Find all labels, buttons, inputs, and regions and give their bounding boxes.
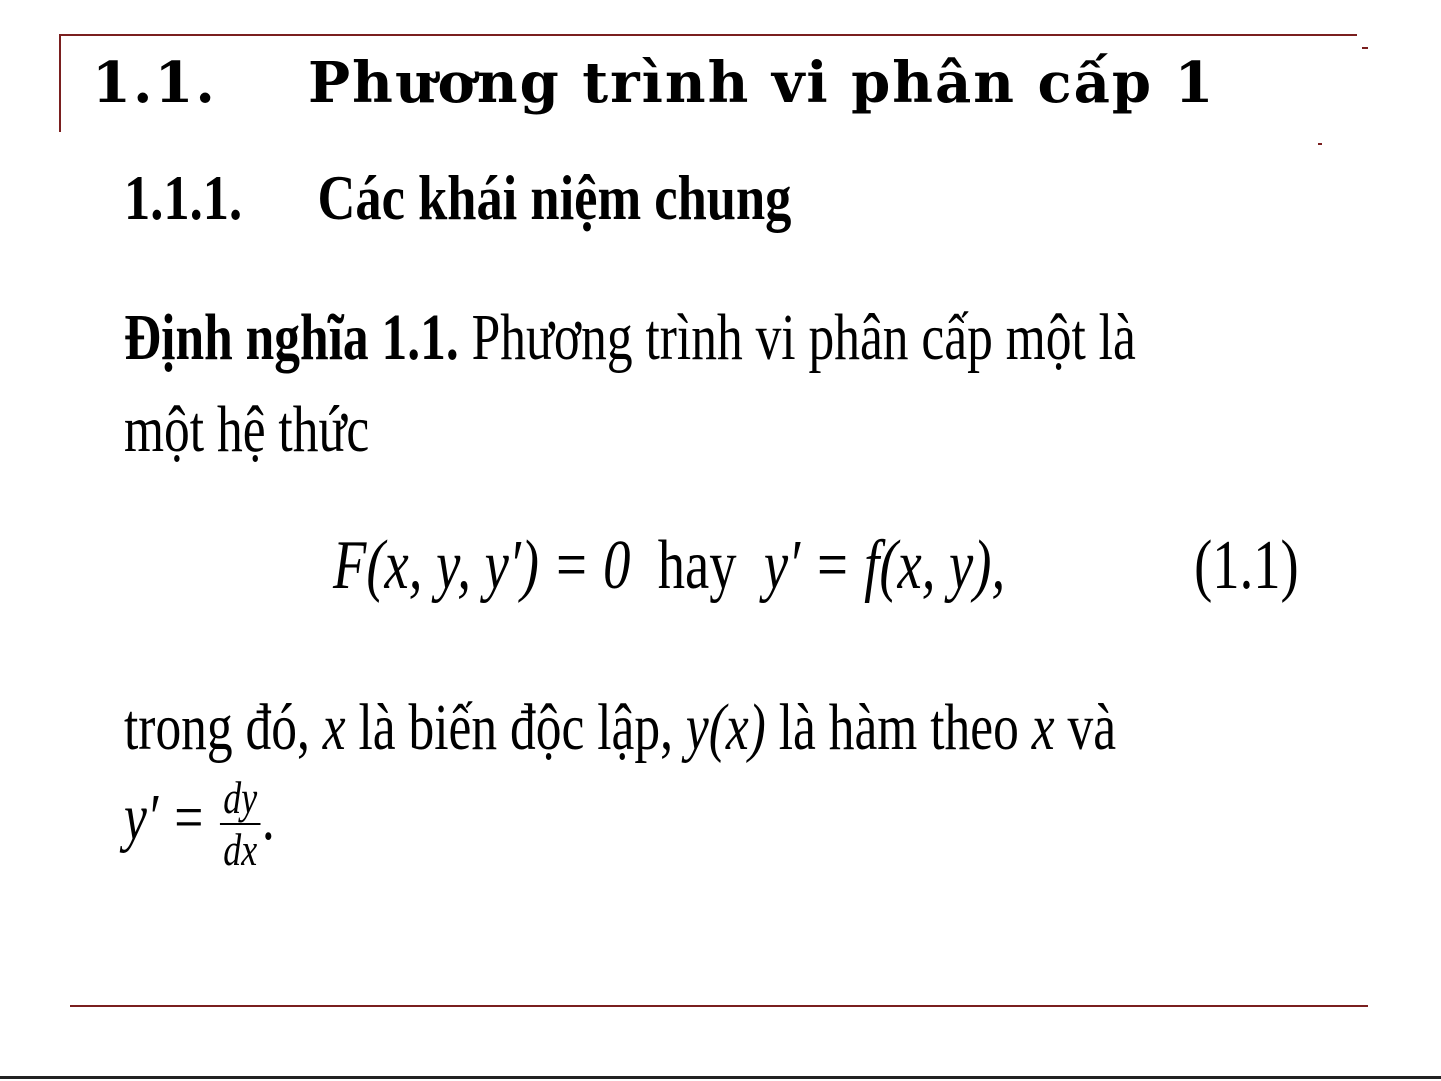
definition-text-line2: một hệ thức <box>124 393 370 466</box>
explanation-text: là biến độc lập, <box>358 691 673 764</box>
math-variable-x: x <box>1031 691 1055 764</box>
slide-title <box>92 48 1352 118</box>
derivative-fraction <box>220 771 260 875</box>
definition-text-line1: Phương trình vi phân cấp một là <box>471 301 1136 374</box>
equation-connector: hay <box>657 527 737 604</box>
subsection-title-text: Các khái niệm chung <box>317 162 792 233</box>
title-frame-tick <box>1362 47 1368 49</box>
equation-implicit-form: F(x, y, y′) = 0 <box>333 527 631 604</box>
fraction-numerator: dy <box>220 775 260 825</box>
definition-label: Định nghĩa 1.1. <box>124 301 459 374</box>
title-frame-top-rule <box>59 34 1357 36</box>
equation-tag: (1.1) <box>1194 527 1299 604</box>
footer-rule <box>70 1005 1368 1007</box>
subsection-number: 1.1.1. <box>124 162 243 233</box>
math-variable-x: x <box>322 691 346 764</box>
definition-paragraph <box>124 292 1294 476</box>
derivative-lhs: y′ = <box>124 781 206 854</box>
subsection-heading <box>124 160 791 236</box>
explanation-text: và <box>1067 691 1117 764</box>
fraction-denominator: dx <box>223 823 258 875</box>
equation-1-1 <box>333 522 1299 610</box>
section-title-text: Phương trình vi phân cấp 1 <box>308 50 1216 116</box>
derivative-definition <box>124 772 275 873</box>
explanation-paragraph <box>124 682 1294 774</box>
explanation-text: là hàm theo <box>778 691 1019 764</box>
title-frame-tick <box>1318 143 1322 145</box>
window-bottom-edge <box>0 1076 1441 1079</box>
derivative-period: . <box>261 781 275 854</box>
equation-explicit-form: y′ = f(x, y), <box>763 527 1006 604</box>
section-number: 1.1. <box>92 50 217 116</box>
title-frame-left-rule <box>59 34 61 132</box>
explanation-text: trong đó, <box>124 691 310 764</box>
math-function-y-of-x: y(x) <box>685 691 766 764</box>
